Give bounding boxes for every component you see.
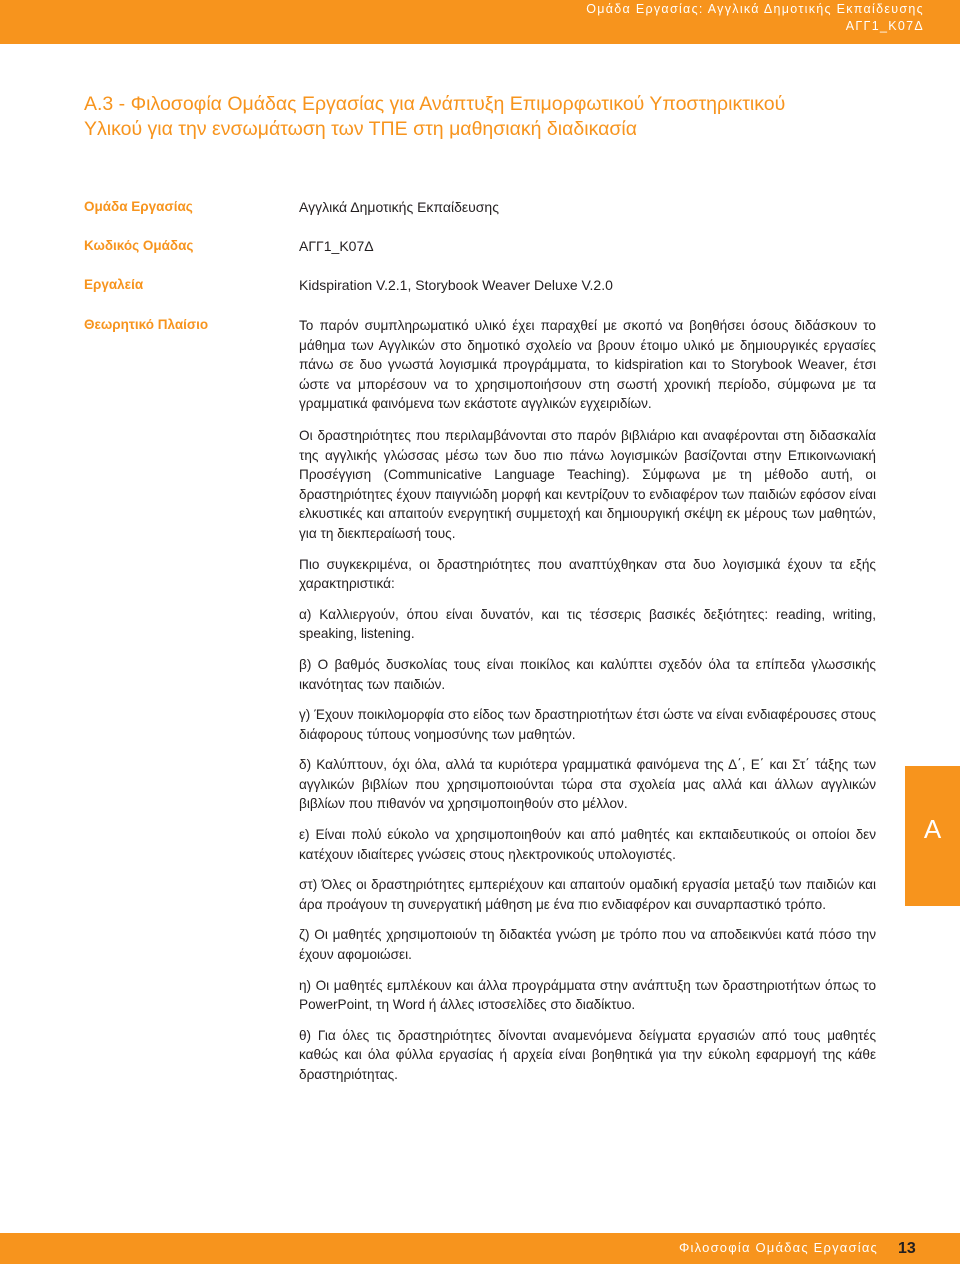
list-item: β) Ο βαθμός δυσκολίας τους είναι ποικίλος και καλύπτει σχεδόν όλα τα επίπεδα γλωσσικής ικανότητας των παιδιών.	[299, 656, 876, 692]
list-item: γ) Έχουν ποικιλομορφία στο είδος των δραστηριοτήτων έτσι ώστε να είναι ενδιαφέρουσες στους διάφορους τύπους νοημοσύνης των μαθητών.	[299, 707, 876, 742]
list-item: δ) Καλύπτουν, όχι όλα, αλλά τα κυριότερα γραμματικά φαινόμενα της Δ΄, Ε΄ και Στ΄ τάξης των αγγλικών βιβλίων που χρησιμοποιούνται τώρα στα σχολεία μας αλλά και άλλων αγγλικών βιβλίων που πιθανόν να χρησιμοποιηθούν στο μέλλον.	[299, 757, 876, 812]
header-group-title: Ομάδα Εργασίας: Αγγλικά Δημοτικής Εκπαίδευσης	[586, 2, 924, 16]
list-item: α) Καλλιεργούν, όπου είναι δυνατόν, και τις τέσσερις βασικές δεξιότητες: reading, writing, speaking, listening.	[299, 606, 876, 642]
group-label: Ομάδα Εργασίας	[84, 199, 193, 214]
list-item: στ) Όλες οι δραστηριότητες εμπεριέχουν και απαιτούν ομαδική εργασία μεταξύ των παιδιών και άρα προάγουν τη συνεργατική μάθηση με ένα πιο ενδιαφέρον και συναρπαστικό τρόπο.	[299, 877, 876, 912]
section-letter: Α	[923, 814, 942, 844]
paragraph-characteristics-intro: Πιο συγκεκριμένα, οι δραστηριότητες που αναπτύχθηκαν στα δυο λογισμικά έχουν τα εξής χαρακτηριστικά:	[299, 556, 876, 592]
list-item: ζ) Οι μαθητές χρησιμοποιούν τη διδακτέα γνώση με τρόπο που να αποδεικνύει κατά πόσο την έχουν αφομοιώσει.	[299, 927, 876, 963]
list-item: θ) Για όλες τις δραστηριότητες δίνονται αναμενόμενα δείγματα εργασιών από τους μαθητές καθώς και όλα φύλλα εργασίας ή αρχεία είναι βοηθητικά για την εύκολη εφαρμογή της κάθε δραστηριότητας.	[299, 1027, 876, 1082]
code-value: ΑΓΓ1_Κ07Δ	[299, 238, 374, 254]
header-group-code: ΑΓΓ1_Κ07Δ	[845, 19, 924, 33]
header-bar	[0, 0, 960, 44]
tools-label: Εργαλεία	[84, 277, 144, 292]
page-title-line-1: Α.3 - Φιλοσοφία Ομάδας Εργασίας για Ανάπτυξη Επιμορφωτικού Υποστηρικτικού	[84, 93, 786, 115]
footer-title: Φιλοσοφία Ομάδας Εργασίας	[678, 1240, 878, 1255]
list-item: ε) Είναι πολύ εύκολο να χρησιμοποιηθούν και από μαθητές και εκπαιδευτικούς οι οποίοι δεν κατέχουν ιδιαίτερες γνώσεις στους ηλεκτρονικούς υπολογιστές.	[299, 827, 876, 862]
code-label: Κωδικός Ομάδας	[84, 238, 194, 253]
list-item: η) Οι μαθητές εμπλέκουν και άλλα προγράμματα στην ανάπτυξη των δραστηριοτήτων όπως το PowerPoint, τη Word ή άλλες ιστοσελίδες στο διαδίκτυο.	[299, 977, 876, 1013]
section-side-tab	[905, 766, 960, 906]
page-title	[84, 92, 904, 142]
tools-value: Kidspiration V.2.1, Storybook Weaver Deluxe V.2.0	[299, 277, 613, 293]
framework-label: Θεωρητικό Πλαίσιο	[84, 317, 209, 332]
paragraph-method: Οι δραστηριότητες που περιλαμβάνονται στο παρόν βιβλιάριο και αναφέρονται στη διδασκαλία της αγγλικής γλώσσας μέσω των δυο πιο πάνω λογισμικών βασίζονται στην Επικοινωνιακή Προσέγγιση (Communicative Language Teaching). Σύμφωνα με τη μέθοδο αυτή, οι δραστηριότητες έχουν παιγνιώδη μορφή και κεντρίζουν το ενδιαφέρον των παιδιών εφόσον είναι ελκυστικές και απαιτούν ενεργητική συμμετοχή και δημιουργική σκέψη εκ μέρους των μαθητών, για τη διεκπεραίωσή τους.	[299, 427, 876, 541]
paragraph-intro: Το παρόν συμπληρωματικό υλικό έχει παραχθεί με σκοπό να βοηθήσει όσους διδάσκουν το μάθημα των Αγγλικών στο δημοτικό σχολείο να βρουν έτοιμο υλικό με δημιουργικές εργασίες πάνω σε δυο γνωστά λογισμικά προγράμματα, το kidspiration και το Storybook Weaver, έτσι ώστε να μπορέσουν να το χρησιμοποιήσουν στη σωστή χρονική περίοδο, σύμφωνα με τα γραμματικά φαινόμενα των εκάστοτε αγγλικών εγχειριδίων.	[299, 318, 876, 412]
framework-body	[299, 316, 876, 1096]
page-title-line-2: Υλικού για την ενσωμάτωση των ΤΠΕ στη μαθησιακή διαδικασία	[84, 118, 637, 140]
group-value: Αγγλικά Δημοτικής Εκπαίδευσης	[299, 199, 499, 215]
page-number: 13	[898, 1240, 916, 1257]
